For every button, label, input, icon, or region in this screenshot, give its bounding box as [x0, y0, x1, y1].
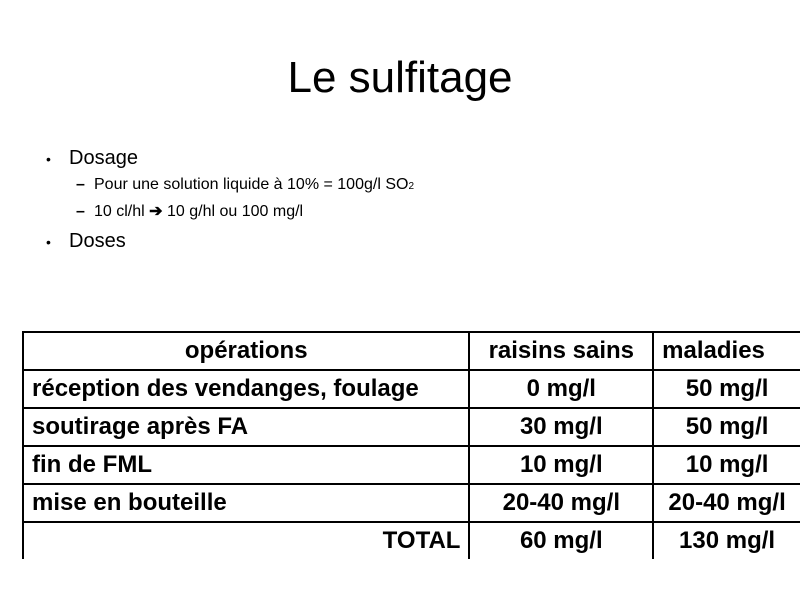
cell-raisins-sains: 0 mg/l: [469, 370, 653, 408]
table-total-row: [23, 522, 800, 559]
cell-operation: soutirage après FA: [23, 408, 469, 446]
cell-total-label: TOTAL: [23, 522, 469, 559]
sub-bullet-solution-text: Pour une solution liquide à 10% = 100g/l SO: [94, 176, 409, 193]
slide-title: Le sulfitage: [287, 53, 513, 102]
table-row: [23, 408, 800, 446]
cell-total-maladies: 130 mg/l: [653, 522, 800, 559]
dash-icon: –: [76, 203, 85, 220]
dash-icon: –: [76, 176, 85, 193]
bullet-dosage-label: Dosage: [69, 147, 138, 169]
cell-raisins-sains: 20-40 mg/l: [469, 484, 653, 522]
table-row: [23, 484, 800, 522]
header-operations: opérations: [23, 332, 469, 370]
bullet-doses-label: Doses: [69, 230, 126, 252]
table-header-row: [23, 332, 800, 370]
doses-table: [22, 331, 800, 559]
cell-raisins-sains: 30 mg/l: [469, 408, 653, 446]
cell-maladies: 10 mg/l: [653, 446, 800, 484]
conversion-after: 10 g/hl ou 100 mg/l: [162, 203, 304, 220]
bullet-dot-icon: •: [46, 150, 51, 167]
header-raisins-sains: raisins sains: [469, 332, 653, 370]
table-row: [23, 446, 800, 484]
table-row: [23, 370, 800, 408]
cell-maladies: 20-40 mg/l: [653, 484, 800, 522]
sub-bullet-conversion: [76, 202, 303, 222]
bullet-dosage: [46, 146, 138, 171]
sub-bullet-solution: [76, 175, 414, 197]
bullet-dot-icon: •: [46, 233, 51, 250]
header-maladies: maladies: [653, 332, 800, 370]
right-arrow-icon: ➔: [149, 203, 163, 220]
cell-operation: mise en bouteille: [23, 484, 469, 522]
cell-maladies: 50 mg/l: [653, 408, 800, 446]
conversion-before: 10 cl/hl: [94, 203, 150, 220]
bullet-doses: [46, 229, 126, 254]
cell-operation: réception des vendanges, foulage: [23, 370, 469, 408]
cell-raisins-sains: 10 mg/l: [469, 446, 653, 484]
cell-total-raisins-sains: 60 mg/l: [469, 522, 653, 559]
cell-operation: fin de FML: [23, 446, 469, 484]
so2-subscript: 2: [408, 181, 414, 192]
cell-maladies: 50 mg/l: [653, 370, 800, 408]
